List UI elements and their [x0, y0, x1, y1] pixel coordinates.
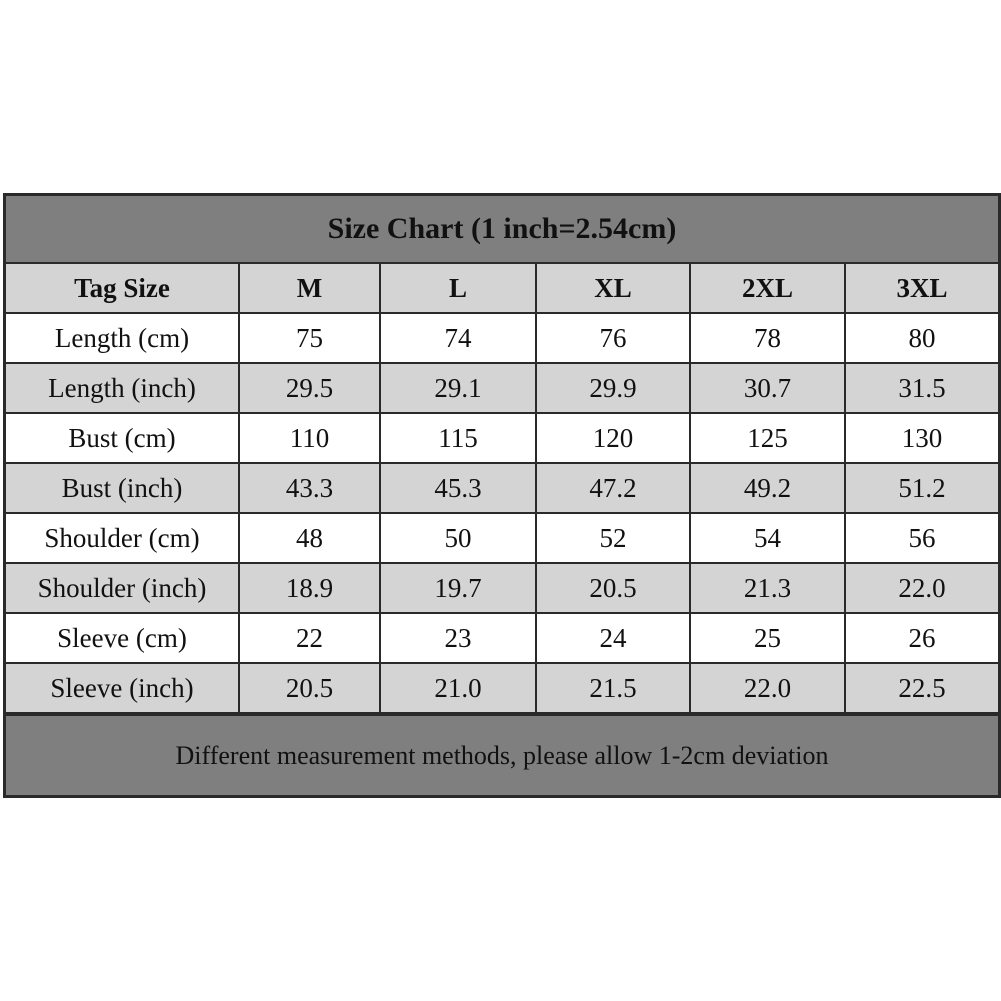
chart-title: Size Chart (1 inch=2.54cm) [6, 196, 998, 264]
table-cell: 56 [845, 513, 998, 563]
table-cell: 26 [845, 613, 998, 663]
table-cell: 74 [380, 313, 536, 363]
table-cell: 75 [239, 313, 380, 363]
table-cell: 50 [380, 513, 536, 563]
row-label: Sleeve (inch) [6, 663, 239, 713]
table-row [6, 363, 998, 413]
table-cell: 29.9 [536, 363, 690, 413]
size-table [6, 264, 998, 714]
table-cell: 24 [536, 613, 690, 663]
table-cell: 130 [845, 413, 998, 463]
table-cell: 125 [690, 413, 845, 463]
table-row [6, 313, 998, 363]
table-cell: 45.3 [380, 463, 536, 513]
table-cell: 29.5 [239, 363, 380, 413]
table-cell: 29.1 [380, 363, 536, 413]
table-cell: 25 [690, 613, 845, 663]
row-label: Length (cm) [6, 313, 239, 363]
table-cell: 54 [690, 513, 845, 563]
table-cell: 21.0 [380, 663, 536, 713]
table-cell: 19.7 [380, 563, 536, 613]
header-row [6, 264, 998, 313]
table-cell: 21.5 [536, 663, 690, 713]
header-size-l: L [380, 264, 536, 313]
table-cell: 20.5 [536, 563, 690, 613]
table-row [6, 513, 998, 563]
header-size-xl: XL [536, 264, 690, 313]
table-cell: 31.5 [845, 363, 998, 413]
row-label: Bust (cm) [6, 413, 239, 463]
table-cell: 115 [380, 413, 536, 463]
table-cell: 43.3 [239, 463, 380, 513]
table-cell: 51.2 [845, 463, 998, 513]
row-label: Length (inch) [6, 363, 239, 413]
table-cell: 20.5 [239, 663, 380, 713]
header-tag-size: Tag Size [6, 264, 239, 313]
row-label: Shoulder (cm) [6, 513, 239, 563]
deviation-note: Different measurement methods, please allow 1-2cm deviation [6, 714, 998, 795]
table-cell: 80 [845, 313, 998, 363]
header-size-3xl: 3XL [845, 264, 998, 313]
header-size-2xl: 2XL [690, 264, 845, 313]
table-cell: 21.3 [690, 563, 845, 613]
table-row [6, 663, 998, 713]
table-cell: 22.0 [690, 663, 845, 713]
table-cell: 110 [239, 413, 380, 463]
header-size-m: M [239, 264, 380, 313]
table-cell: 22.5 [845, 663, 998, 713]
row-label: Shoulder (inch) [6, 563, 239, 613]
table-row [6, 563, 998, 613]
table-cell: 49.2 [690, 463, 845, 513]
table-cell: 22.0 [845, 563, 998, 613]
table-cell: 48 [239, 513, 380, 563]
size-chart [3, 193, 1001, 798]
table-row [6, 613, 998, 663]
table-cell: 18.9 [239, 563, 380, 613]
row-label: Sleeve (cm) [6, 613, 239, 663]
table-row [6, 413, 998, 463]
table-cell: 23 [380, 613, 536, 663]
table-cell: 120 [536, 413, 690, 463]
table-cell: 30.7 [690, 363, 845, 413]
table-cell: 47.2 [536, 463, 690, 513]
table-cell: 52 [536, 513, 690, 563]
row-label: Bust (inch) [6, 463, 239, 513]
table-cell: 78 [690, 313, 845, 363]
table-cell: 22 [239, 613, 380, 663]
table-row [6, 463, 998, 513]
table-cell: 76 [536, 313, 690, 363]
